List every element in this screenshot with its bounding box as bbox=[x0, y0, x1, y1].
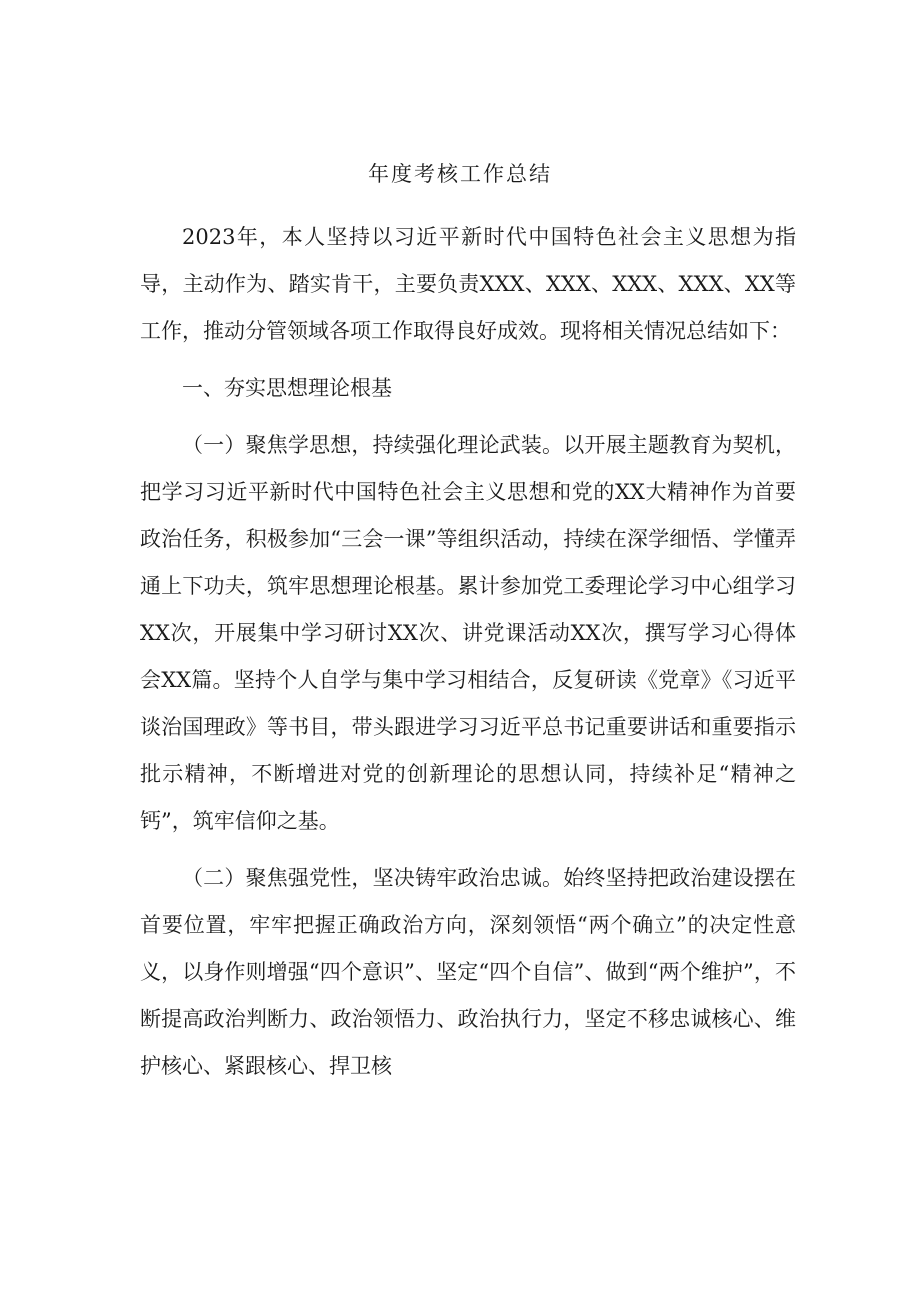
paragraph-intro: 2023年，本人坚持以习近平新时代中国特色社会主义思想为指导，主动作为、踏实肯干，主要负责XXX、XXX、XXX、XXX、XX等工作，推动分管领域各项工作取得良好成效。现将相关情况总结如下： bbox=[140, 225, 796, 343]
document-title: 年度考核工作总结 bbox=[368, 162, 552, 186]
paragraph-1-1: （一）聚焦学思想，持续强化理论武装。以开展主题教育为契机，把学习习近平新时代中国特色社会主义思想和党的XX大精神作为首要政治任务，积极参加“三会一课”等组织活动，持续在深学细悟、学懂弄通上下功夫，筑牢思想理论根基。累计参加党工委理论学习中心组学习XX次，开展集中学习研讨XX次、讲党课活动XX次，撰写学习心得体会XX篇。坚持个人自学与集中学习相结合，反复研读《党章》《习近平谈治国理政》等书目，带头跟进学习习近平总书记重要讲话和重要指示批示精神，不断增进对党的创新理论的思想认同，持续补足“精神之钙”，筑牢信仰之基。 bbox=[140, 433, 796, 833]
paragraph-1-2: （二）聚焦强党性，坚决铸牢政治忠诚。始终坚持把政治建设摆在首要位置，牢牢把握正确政治方向，深刻领悟“两个确立”的决定性意义，以身作则增强“四个意识”、坚定“四个自信”、做到“两个维护”，不断提高政治判断力、政治领悟力、政治执行力，坚定不移忠诚核心、维护核心、紧跟核心、捍卫核 bbox=[140, 866, 796, 1078]
document-body bbox=[140, 214, 796, 1090]
section-heading-1: 一、夯实思想理论根基 bbox=[182, 376, 392, 400]
